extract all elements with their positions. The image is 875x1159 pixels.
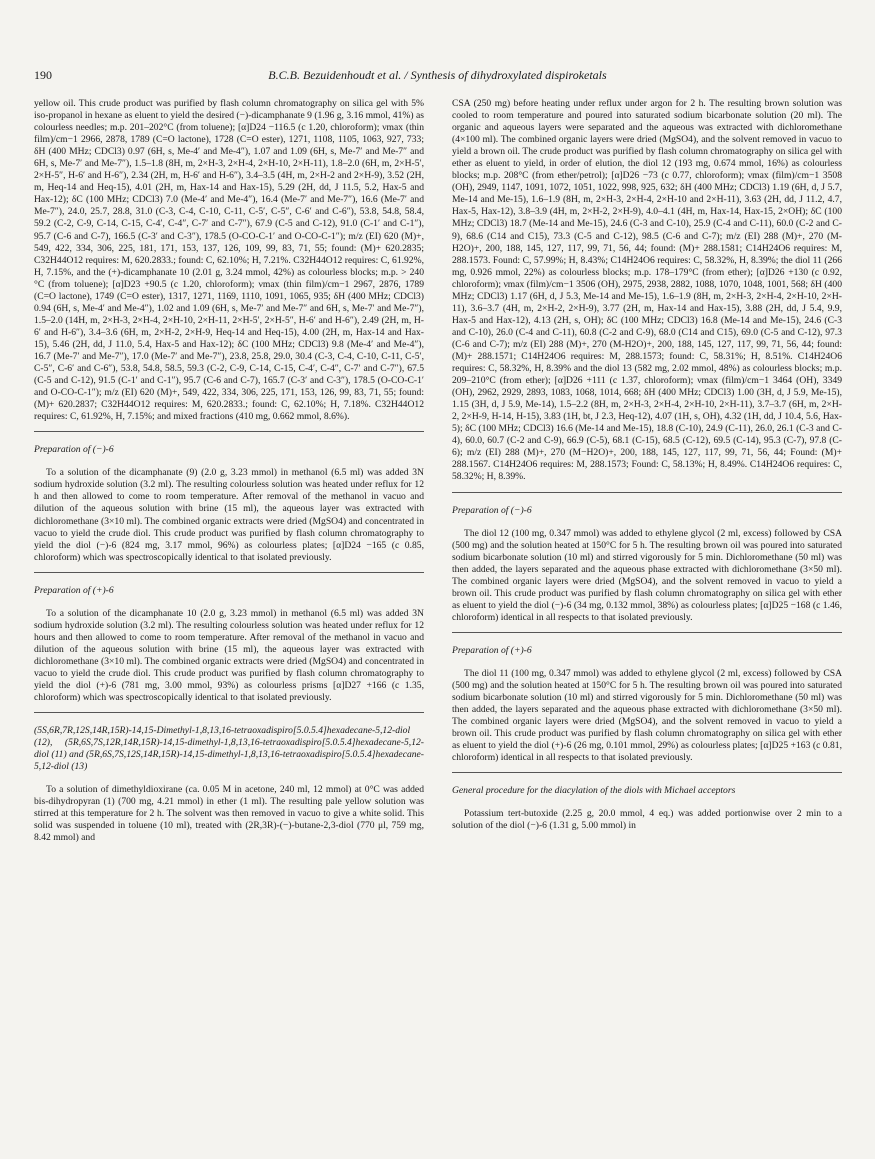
section-divider	[34, 712, 424, 713]
left-paragraph-4: To a solution of dimethyldioxirane (ca. 0.05 M in acetone, 240 ml, 12 mmol) at 0°C was added bis-dihydropyran (1) (700 mg, 4.21 mmol) in ether (1 ml). The resulting pale yellow solution was stirred at this temperature for 2 h. The solvent was then removed in vacuo to give a white solid. This solid was suspended in toluene (10 ml), treated with (2R,3R)-(−)-butane-2,3-diol (770 μl, 759 mg, 8.42 mmol) and	[34, 784, 424, 844]
section-divider	[452, 632, 842, 633]
left-paragraph-1: yellow oil. This crude product was purified by flash column chromatography on silica gel with 5% iso-propanol in hexane as eluent to yield the desired (−)-dicamphanate 9 (1.96 g, 3.16 mmol, 41%) as colourless needles; m.p. 201–202°C (from toluene); [α]D24 −116.5 (c 1.20, chloroform); νmax (thin film)/cm−1 2966, 2878, 1789 (C=O lactone), 1728 (C=O ester), 1271, 1108, 1105, 1063, 927, 733; δH (400 MHz; CDCl3) 0.97 (6H, s, Me-4′ and Me-4″), 1.07 and 1.09 (6H, s, Me-7′ and Me-7″ and 6H, s, Me-7′ and Me-7″), 1.5–1.8 (8H, m, 2×H-3, 2×H-4, 2×H-10, 2×H-11), 1.8–2.0 (6H, m, 2×H-5′, 2×H-5″, H-6′ and H-6″), 2.34 (2H, m, H-6′ and H-6″), 3.4–3.5 (4H, m, 2×H-2 and 2×H-9), 3.52 (2H, m, Heq-14 and Heq-15), 4.01 (2H, m, Hax-14 and Hax-15), 5.29 (2H, dd, J 11.5, 5.2, Hax-5 and Hax-12); δC (100 MHz; CDCl3) 7.0 (Me-4′ and Me-4″), 16.4 (Me-7′ and Me-7″), 16.6 (Me-7′ and Me-7″), 24.0, 25.7, 28.8, 31.0 (C-3, C-4, C-10, C-11, C-5′, C-5″, C-6′ and C-6″), 53.8, 54.8, 58.4, 59.2 (C-2, C-9, C-14, C-15, C-4′, C-4″, C-7′ and C-7″), 67.9 (C-5 and C-12), 91.0 (C-1′ and C-1″), 95.7 (C-6 and C-7), 166.5 (C-3′ and C-3″), 178.5 (O-CO-C-1′ and O-CO-C-1″); m/z (EI) 620 (M)+, 549, 422, 334, 306, 225, 181, 171, 153, 137, 126, 109, 99, 83, 71, 55; found: (M)+ 620.2835; C32H44O12 requires: M, 620.2833.; found: C, 62.10%; H, 7.21%. C32H44O12 requires: C, 61.92%, H, 7.15%, and the (+)-dicamphanate 10 (2.01 g, 3.24 mmol, 42%) as colourless blocks; m.p. > 240 °C (from toluene); [α]D23 +90.5 (c 1.20, chloroform); νmax (thin film)/cm−1 2967, 2876, 1789 (C=O lactone), 1749 (C=O ester), 1317, 1271, 1169, 1110, 1091, 1065, 935; δH (400 MHz; CDCl3) 0.94 (6H, s, Me-4′ and Me-4″), 1.02 and 1.09 (6H, s, Me-7′ and Me-7″ and 6H, s, Me-7′ and Me-7″), 1.5–2.0 (14H, m, 2×H-3, 2×H-4, 2×H-10, 2×H-11, 2×H-5′, 2×H-5″, H-6′ and H-6″), 2.49 (2H, m, H-6′ and H-6″), 3.4–3.6 (6H, m, 2×H-2, 2×H-9, Heq-14 and Heq-15), 4.00 (2H, m, Hax-14 and Hax-15), 5.46 (2H, dd, J 11.0, 5.4, Hax-5 and Hax-12); δC (100 MHz; CDCl3) 9.8 (Me-4′ and Me-4″), 16.7 (Me-7′ and Me-7″), 17.0 (Me-7′ and Me-7″), 23.8, 25.8, 29.0, 30.4 (C-3, C-4, C-10, C-11, C-5′, C-5″, C-6′ and C-6″), 53.8, 54.8, 58.5, 59.3 (C-2, C-9, C-14, C-15, C-4′, C-4″, C-7′ and C-7″), 67.5 (C-5 and C-12), 91.5 (C-1′ and C-1″), 95.7 (C-6 and C-7), 165.7 (C-3′ and C-3″), 178.5 (O-CO-C-1′ and O-CO-C-1″); m/z (EI) 620 (M)+, 549, 422, 334, 306, 225, 171, 153, 126, 99, 83, 71, 55; found: (M)+ 620.2837; C32H44O12 requires: M, 620.2833.; found: C, 62.10%; H, 7.18%. C32H44O12 requires: C, 61.92%, H, 7.15%; and mixed fractions (410 mg, 0.662 mmol, 8.6%).	[34, 98, 424, 423]
right-paragraph-3: The diol 11 (100 mg, 0.347 mmol) was added to ethylene glycol (2 ml, excess) followed by CSA (500 mg) and the solution heated at 150°C for 5 h. The resulting brown oil was poured into saturated sodium bicarbonate solution (10 ml) and stirred vigorously for 5 min. Dichloromethane (50 ml) was then added, the layers separated and the aqueous phase extracted with dichloromethane (3×50 ml). The combined organic layers were dried (MgSO4), and the solvent removed in vacuo to yield a brown oil. This crude product was purified by flash column chromatography on silica gel with ether as eluent to yield the diol (+)-6 (26 mg, 0.101 mmol, 29%) as colourless plates; [α]D25 +163 (c 0.81, chloroform) identical in all respects to that isolated previously.	[452, 667, 842, 764]
compound-heading: (5S,6R,7R,12S,14R,15R)-14,15-Dimethyl-1,8,13,16-tetraoxadispiro[5.0.5.4]hexadecane-5,12-diol (12), (5R,6S,7S,12R,14R,15R)-14,15-dimethyl-1,8,13,16-tetraoxadispiro[5.0.5.4]hexadecane-5,12-diol (11) and (5R,6S,7S,12S,14R,15R)-14,15-dimethyl-1,8,13,16-tetraoxadispiro[5.0.5.4]hexadecane-5,12-diol (13)	[34, 725, 424, 773]
section-heading: Preparation of (+)-6	[34, 584, 114, 596]
running-title: B.C.B. Bezuidenhoudt et al. / Synthesis of dihydroxylated dispiroketals	[268, 68, 607, 82]
section-divider	[34, 431, 424, 432]
left-paragraph-2: To a solution of the dicamphanate (9) (2.0 g, 3.23 mmol) in methanol (6.5 ml) was added 3N sodium hydroxide solution (3.2 ml). The resulting colourless solution was heated under reflux for 12 h and then allowed to come to room temperature. After removal of the methanol in vacuo and dilution of the aqueous solution with brine (15 ml), the aqueous layer was extracted with dichloromethane (3×10 ml). The combined organic extracts were dried (MgSO4) and concentrated in vacuo to yield the crude diol. This crude product was purified by flash column chromatography to yield the diol (−)-6 (824 mg, 3.17 mmol, 96%) as colourless plates; [α]D24 −165 (c 0.85, chloroform) which was spectroscopically identical to that isolated previously.	[34, 467, 424, 563]
right-paragraph-1: CSA (250 mg) before heating under reflux under argon for 2 h. The resulting brown solution was cooled to room temperature and poured into saturated sodium bicarbonate solution (20 ml). The organic and aqueous layers were separated and the aqueous was extracted with dichloromethane (4×100 ml). The combined organic layers were dried (MgSO4), and the solvent removed in vacuo to yield a brown oil. The crude product was purified by flash column chromatography on silica gel with ether as eluent to yield, in order of elution, the diol 12 (193 mg, 0.674 mmol, 16%) as colourless blocks; m.p. 208°C (from ether/petrol); [α]D26 −73 (c 0.77, chloroform); νmax (film)/cm−1 3508 (OH), 2949, 1147, 1091, 1072, 1051, 1022, 998, 925, 632; δH (400 MHz; CDCl3) 1.19 (6H, d, J 5.7, Me-14 and Me-15), 1.6–1.9 (8H, m, 2×H-3, 2×H-4, 2×H-10 and 2×H-11), 3.63 (2H, dd, J 11.2, 4.7, Hax-5, Hax-12), 3.8–3.9 (4H, m, 2×H-2, 2×H-9), 4.0–4.1 (4H, m, Hax-14, Hax-15, 2×OH); δC (100 MHz; CDCl3) 18.7 (Me-14 and Me-15), 24.6 (C-3 and C-10), 25.9 (C-4 and C-11), 60.0 (C-2 and C-9), 68.6 (C14 and C15), 73.3 (C-5 and C-12), 98.5 (C-6 and C-7); m/z (EI) 288 (M)+, 270 (M-H2O)+, 200, 188, 145, 127, 117, 99, 71, 56, 44; found: (M)+ 288.1581; C14H24O6 requires: M, 288.1573. Found: C, 57.99%; H, 8.43%; C14H24O6 requires: C, 58.32%, H, 8.39%; the diol 11 (266 mg, 0.926 mmol, 22%) as colourless blocks; m.p. 178–179°C (from ether); [α]D26 +130 (c 0.92, chloroform); νmax (film)/cm−1 3506 (OH), 2975, 2938, 2882, 1088, 1070, 1048, 1001, 568; δH (400 MHz; CDCl3) 1.17 (6H, d, J 5.3, Me-14 and Me-15), 1.6–1.9 (8H, m, 2×H-3, 2×H-4, 2×H-10, 2×H-11), 3.6–3.7 (4H, m, 2×H-2, 2×H-9), 3.77 (2H, m, Hax-14 and Hax-15), 3.88 (2H, dd, J 5.4, 9.9, Hax-5 and Hax-12), 4.13 (2H, s, OH); δC (100 MHz; CDCl3) 16.8 (Me-14 and Me-15), 24.6 (C-3 and C-10), 26.0 (C-4 and C-11), 60.8 (C-2 and C-9), 68.0 (C14 and C15), 69.0 (C-5 and C-12), 97.3 (C-6 and C-7); m/z (EI) 288 (M)+, 270 (M-H2O)+, 200, 188, 145, 127, 117, 99, 71, 56, 44; found: (M)+ 288.1571; C14H24O6 requires: M, 288.1573; found: C, 58.31%; H, 8.51%. C14H24O6 requires: C, 58.32%, H, 8.39% and the diol 13 (582 mg, 2.02 mmol, 48%) as colourless blocks; m.p. 209–210°C (from ether); [α]D26 +111 (c 1.37, chloroform); νmax (film)/cm−1 3464 (OH), 3349 (OH), 2962, 2929, 2893, 1083, 1068, 1014, 668; δH (400 MHz; CDCl3) 1.00 (3H, d, J 5.9, Me-15), 1.15 (3H, d, J 5.9, Me-14), 1.5–2.2 (8H, m, 2×H-3, 2×H-4, 2×H-10, 2×H-11), 3.7–3.7 (6H, m, 2×H-2, 2×H-9, H-14, H-15), 3.83 (1H, bt, J 2.3, Heq-12), 4.07 (1H, s, OH), 4.32 (1H, dd, J 10.4, 5.6, Hax-5); δC (100 MHz; CDCl3) 16.6 (Me-14 and Me-15), 18.8 (C-10), 24.9 (C-11), 26.0, 26.1 (C-3 and C-4), 60.0, 60.7 (C-2 and C-9), 66.9 (C-5), 68.1 (C-15), 68.5 (C-12), 69.5 (C-14), 95.3 (C-7), 97.8 (C-6); m/z (EI) 288 (M)+, 270 (M−H2O)+, 200, 188, 145, 127, 117, 99, 71, 56, 44; Found: (M)+ 288.1567. C14H24O6 requires: M, 288.1573; Found: C, 58.13%; H, 8.49%. C14H24O6 requires: C, 58.32%; H, 8.39%.	[452, 98, 842, 483]
left-column	[34, 98, 424, 845]
section-heading: General procedure for the diacylation of the diols with Michael acceptors	[452, 785, 736, 797]
right-paragraph-2: The diol 12 (100 mg, 0.347 mmol) was added to ethylene glycol (2 ml, excess) followed by CSA (500 mg) and the solution heated at 150°C for 5 h. The resulting brown oil was poured into saturated sodium bicarbonate solution (10 ml) and stirred vigorously for 5 min. Dichloromethane (50 ml) was then added, the layers separated and the aqueous phase extracted with dichloromethane (3×50 ml). The combined organic layers were dried (MgSO4), and the solvent removed in vacuo to yield a brown oil. This crude product was purified by flash column chromatography on silica gel with ether as eluent to yield the diol (−)-6 (34 mg, 0.132 mmol, 38%) as colourless plates; [α]D25 −168 (c 1.46, chloroform) identical in all respects to that isolated previously.	[452, 527, 842, 623]
left-paragraph-3: To a solution of the dicamphanate 10 (2.0 g, 3.23 mmol) in methanol (6.5 ml) was added 3N sodium hydroxide solution (3.2 ml). The resulting colourless solution was heated under reflux for 12 hours and then allowed to come to room temperature. After removal of the methanol in vacuo and dilution of the aqueous solution with brine (15 ml), the aqueous layer was extracted with dichloromethane (3×10 ml). The combined organic extracts were dried (MgSO4) and concentrated in vacuo to yield the crude diol. This crude product was purified by flash column chromatography to yield the diol (+)-6 (781 mg, 3.00 mmol, 93%) as colourless prisms [α]D27 +166 (c 1.35, chloroform) which was spectroscopically identical to that isolated previously.	[34, 607, 424, 704]
right-column	[452, 98, 842, 832]
page-number: 190	[34, 68, 52, 82]
page-header	[34, 68, 841, 86]
section-divider	[452, 772, 842, 773]
section-divider	[452, 492, 842, 493]
section-heading: Preparation of (−)-6	[452, 504, 532, 516]
section-divider	[34, 572, 424, 573]
section-heading: Preparation of (−)-6	[34, 444, 114, 456]
right-paragraph-4: Potassium tert-butoxide (2.25 g, 20.0 mmol, 4 eq.) was added portionwise over 2 min to a solution of the diol (−)-6 (1.31 g, 5.00 mmol) in	[452, 808, 842, 832]
section-heading: Preparation of (+)-6	[452, 644, 532, 656]
